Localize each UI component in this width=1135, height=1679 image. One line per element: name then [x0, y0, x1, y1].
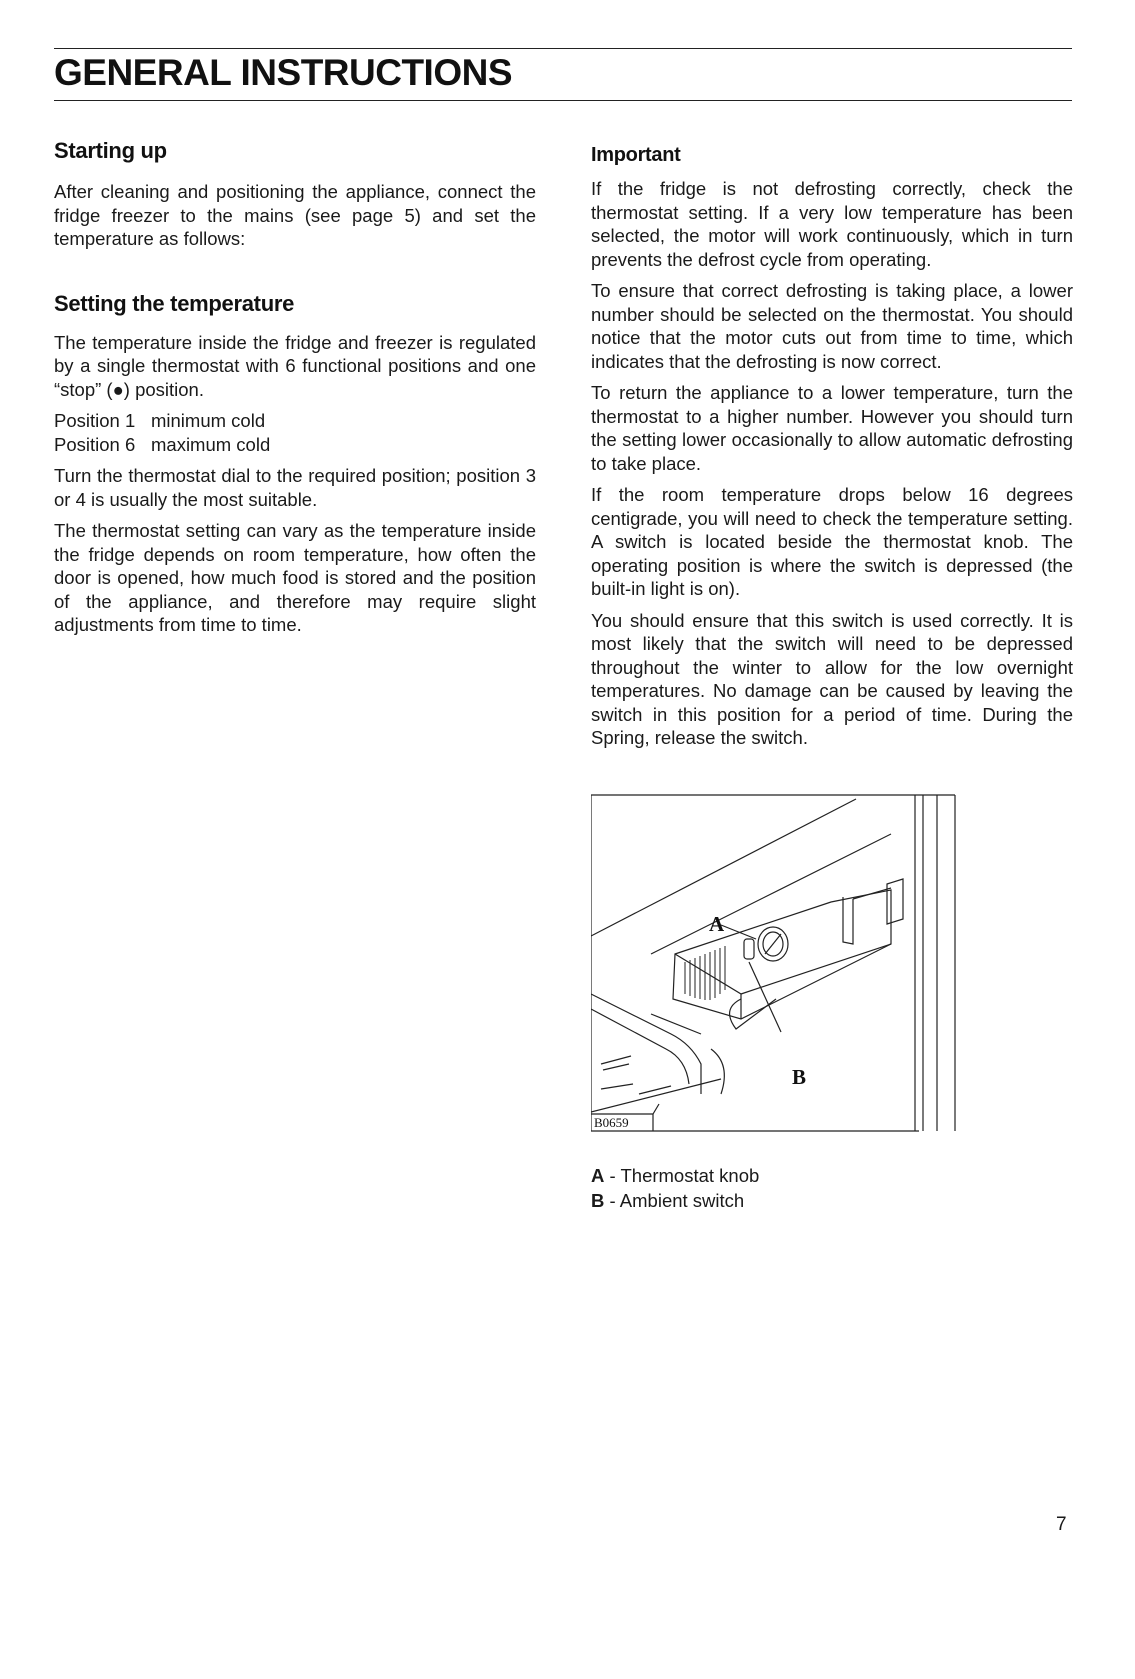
title-underline [54, 100, 1072, 101]
important-paragraph: If the room temperature drops below 16 degrees centigrade, you will need to check the temperature setting. A switch is located beside the thermostat knob. The operating position is where the switch is depressed (the built-in light is on). [591, 484, 1073, 599]
setting-vary-text: The thermostat setting can vary as the temperature inside the fridge depends on room temperature, how often the door is opened, how much food is stored and the position of the appliance, and therefore may require slight adjustments from time to time. [54, 520, 536, 635]
thermostat-illustration [591, 794, 958, 1132]
page-title: GENERAL INSTRUCTIONS [54, 52, 513, 93]
caption-text: - Ambient switch [604, 1190, 745, 1211]
caption-item [591, 1188, 759, 1213]
top-rule [54, 48, 1072, 49]
starting-up-heading: Starting up [54, 138, 167, 163]
starting-up-text: After cleaning and positioning the appliance, connect the fridge freezer to the mains (see page 5) and set the temperature as follows: [54, 181, 536, 249]
page-number: 7 [1056, 1514, 1067, 1535]
thermostat-drawing [591, 794, 958, 1132]
setting-temperature-heading: Setting the temperature [54, 290, 295, 316]
important-paragraph: To ensure that correct defrosting is taking place, a lower number should be selected on the thermostat. You should notice that the motor cuts out from time to time, which indicates that the defrosting is now correct. [591, 280, 1073, 372]
caption-key: B [591, 1190, 605, 1211]
caption-text: - Thermostat knob [604, 1165, 760, 1186]
important-paragraph: To return the appliance to a lower temperature, turn the thermostat to a higher number. However you should turn the setting lower occasionally to allow automatic defrosting to take place. [591, 382, 1073, 474]
list-item [54, 433, 536, 457]
right-column [591, 144, 1073, 750]
positions-list [54, 409, 536, 456]
caption-key: A [591, 1165, 605, 1186]
figure-code: B0659 [594, 1115, 629, 1130]
turn-dial-text: Turn the thermostat dial to the required position; position 3 or 4 is usually the most suitable. [54, 465, 536, 510]
figure-label-a: A [709, 912, 725, 936]
caption-item [591, 1163, 759, 1188]
position-label: Position 1 [54, 410, 136, 431]
important-paragraph: If the fridge is not defrosting correctly, check the thermostat setting. If a very low temperature has been selected, the motor will work continuously, which in turn prevents the defrost cycle from operating. [591, 178, 1073, 270]
figure-caption [591, 1163, 759, 1213]
important-heading: Important [591, 144, 681, 166]
position-label: Position 6 [54, 433, 136, 455]
important-paragraph: You should ensure that this switch is used correctly. It is most likely that the switch will need to be depressed throughout the winter to allow for the low overnight temperatures. No damage can be caused by leaving the switch in this position for a period of time. During the Spring, release the switch. [591, 609, 1073, 748]
thermostat-description: The temperature inside the fridge and freezer is regulated by a single thermostat with 6 functional positions and one “stop” (●) position. [54, 331, 536, 400]
position-desc: maximum cold [151, 433, 271, 455]
position-desc: minimum cold [151, 410, 266, 431]
figure-label-b: B [792, 1065, 807, 1089]
left-column [54, 138, 536, 637]
list-item [54, 409, 536, 433]
